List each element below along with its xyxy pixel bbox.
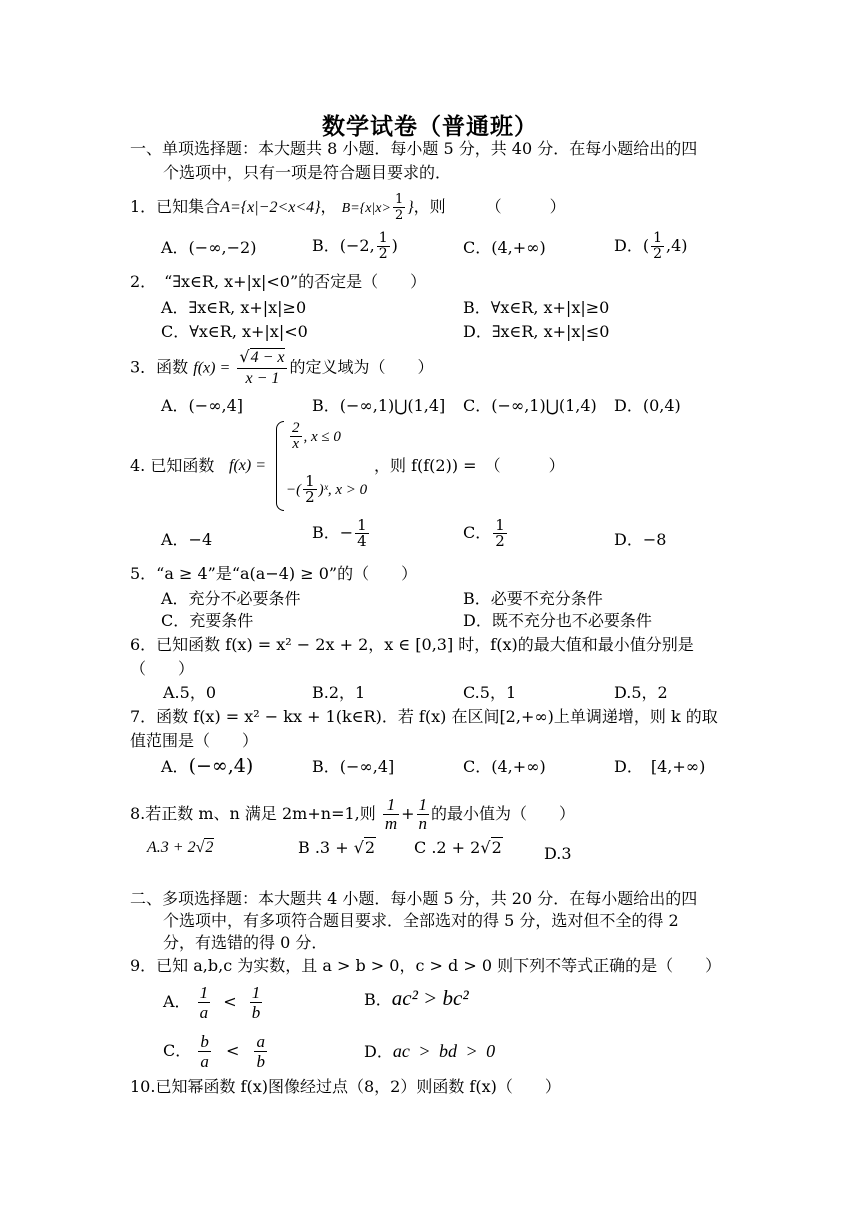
question-1: 1．已知集合A={x|−2<x<4}， B={x|x> $\frac{1}{2}$ }，则 （ ） xyxy=(130,192,566,223)
q3-option-c: C．(−∞,1)⋃(1,4) xyxy=(463,396,597,415)
question-7-line1: 7．函数 f(x) = x² − kx + 1(k∈R)．若 f(x) 在区间[2,+∞)上单调递增，则 k 的取 xyxy=(130,707,718,726)
q3-option-a: A．(−∞,4] xyxy=(161,396,244,415)
question-6-line2: （ ） xyxy=(130,659,195,678)
q4-case-2-post: )ˣ, x > 0 xyxy=(318,482,368,498)
q9-option-a-fraction-1 xyxy=(198,983,211,1022)
q4-option-d: D．−8 xyxy=(614,530,667,549)
q4-case-2-pre: −( xyxy=(286,482,302,498)
q1-option-d-post: ,4) xyxy=(666,236,688,255)
section1-line2: 个选项中，只有一项是符合题目要求的． xyxy=(163,163,452,182)
q9-option-c xyxy=(163,1032,269,1071)
q5-option-b: B．必要不充分条件 xyxy=(463,589,603,608)
q3-fraction xyxy=(237,347,287,389)
q4-option-b xyxy=(312,518,371,549)
q4-case-2 xyxy=(286,474,367,505)
q9-option-d-label: D． xyxy=(364,1042,393,1061)
q8-option-d: D.3 xyxy=(544,844,572,863)
question-2: 2． “∃x∈R, x+|x|<0”的否定是（ ） xyxy=(130,272,427,291)
denominator: 4 xyxy=(357,532,367,550)
q3-radicand: 4 − x xyxy=(250,349,285,366)
q3-denominator: x − 1 xyxy=(245,370,280,387)
numerator: 2 xyxy=(292,420,300,436)
q4-option-c-fraction xyxy=(493,518,507,549)
q7-option-a-label: A． xyxy=(161,757,189,776)
q9-option-c-operator: < xyxy=(225,1041,240,1060)
q7-option-a-math: (−∞,4) xyxy=(188,755,254,777)
denominator: b xyxy=(256,1052,265,1071)
q4-function-name: f(x) = xyxy=(229,457,266,474)
denominator: 2 xyxy=(394,208,404,223)
denominator: x xyxy=(292,436,300,452)
q4-case-2-fraction xyxy=(303,474,317,505)
q3-numerator: √4 − x xyxy=(237,347,287,369)
q1-option-b-pre: B．(−2, xyxy=(312,236,375,255)
q8-option-a: A.3 + 2√2 xyxy=(147,839,214,856)
q2-option-b: B．∀x∈R, x+|x|≥0 xyxy=(463,298,610,317)
q8-option-b-pre: B .3 + xyxy=(298,838,354,857)
q9-option-a-label: A． xyxy=(163,992,191,1011)
q8-fraction-1 xyxy=(383,796,399,833)
q4-option-c-pre: C． xyxy=(463,523,492,542)
q4-stem-end: ，则 f(f(2)) = （ ） xyxy=(374,456,565,475)
denominator: n xyxy=(418,814,428,833)
denominator: b xyxy=(251,1003,261,1022)
numerator: 1 xyxy=(305,472,315,490)
q8-option-c-pre: C .2 + 2 xyxy=(414,838,481,857)
q4-piecewise-brace xyxy=(276,421,284,511)
q8-option-b-radicand: 2 xyxy=(364,838,376,857)
q1-set-b-pre: B={x|x> xyxy=(341,201,391,216)
q9-option-a-fraction-2 xyxy=(250,983,263,1022)
q4-case-1-fraction xyxy=(290,421,302,452)
denominator: 2 xyxy=(378,246,388,262)
q8-option-c: C .2 + 2√2 xyxy=(414,838,502,857)
q1-option-b-post: ) xyxy=(391,236,398,255)
q9-option-c-fraction-2 xyxy=(254,1032,267,1071)
q4-option-b-fraction xyxy=(355,518,369,549)
q6-option-a: A.5，0 xyxy=(163,683,217,702)
q8-plus: + xyxy=(401,804,415,823)
question-3 xyxy=(130,347,434,389)
q6-option-c: C.5，1 xyxy=(463,683,517,702)
q4-option-c xyxy=(463,518,509,549)
q2-option-d: D．∃x∈R, x+|x|≤0 xyxy=(463,322,610,341)
denominator: a xyxy=(199,1003,209,1022)
numerator: 1 xyxy=(199,983,209,1002)
q1-set-a: A={x|−2<x<4} xyxy=(220,199,321,216)
q4-option-b-pre: B．− xyxy=(312,523,354,542)
q8-stem-end: 的最小值为（ ） xyxy=(431,804,576,823)
q8-option-b: B .3 + √2 xyxy=(298,838,376,857)
q1-set-b-post: } xyxy=(407,199,414,216)
q9-option-b-label: B． xyxy=(364,990,392,1009)
q9-option-a-operator: < xyxy=(223,992,237,1011)
q1-set-b-fraction xyxy=(393,192,405,223)
numerator: 1 xyxy=(653,230,662,246)
q1-option-a: A．(−∞,−2) xyxy=(161,238,257,257)
q5-option-a: A．充分不必要条件 xyxy=(161,589,301,608)
q1-stem: 1．已知集合 xyxy=(130,197,221,216)
q5-option-c: C．充要条件 xyxy=(161,611,254,630)
q4-stem: 4. 已知函数 xyxy=(130,456,215,475)
page-title: 数学试卷（普通班） xyxy=(322,113,538,140)
q2-option-a: A．∃x∈R, x+|x|≥0 xyxy=(161,298,307,317)
q1-option-d-pre: D．( xyxy=(614,236,650,255)
section1-line1: 一、单项选择题：本大题共 8 小题．每小题 5 分，共 40 分．在每小题给出的四 xyxy=(130,139,698,158)
q5-option-d: D．既不充分也不必要条件 xyxy=(463,611,652,630)
section2-line3: 分，有选错的得 0 分． xyxy=(163,933,328,952)
numerator: 1 xyxy=(418,795,428,814)
q1-option-d xyxy=(614,231,688,262)
q8-option-a-pre: A.3 + 2 xyxy=(147,839,196,856)
q7-option-a xyxy=(161,756,253,777)
q4-case-1-condition: , x ≤ 0 xyxy=(303,429,341,445)
denominator: 2 xyxy=(653,246,662,262)
q6-option-b: B.2，1 xyxy=(312,683,366,702)
q1-option-d-fraction xyxy=(651,231,664,262)
section2-line2: 个选项中，有多项符合题目要求．全部选对的得 5 分，选对但不全的得 2 xyxy=(163,911,679,930)
q9-option-d-math: ac > bd > 0 xyxy=(392,1041,496,1061)
numerator: b xyxy=(200,1032,209,1051)
denominator: 2 xyxy=(305,488,315,506)
q4-case-1 xyxy=(288,421,341,452)
numerator: 1 xyxy=(378,230,388,246)
q8-option-a-radicand: 2 xyxy=(205,839,214,856)
denominator: m xyxy=(384,814,398,833)
q8-stem: 8.若正数 m、n 满足 2m+n=1,则 xyxy=(130,804,376,823)
numerator: 1 xyxy=(394,192,404,207)
denominator: 2 xyxy=(495,532,505,550)
q8-option-c-radicand: 2 xyxy=(491,838,502,857)
question-10: 10.已知幂函数 f(x)图像经过点（8，2）则函数 f(x)（ ） xyxy=(130,1077,561,1096)
numerator: 1 xyxy=(383,796,399,815)
numerator: 1 xyxy=(357,516,367,534)
q9-option-a xyxy=(163,983,264,1022)
q6-option-d: D.5，2 xyxy=(614,683,668,702)
q3-stem: 3．函数 xyxy=(130,357,189,377)
q9-option-b-math: ac² > bc² xyxy=(391,986,469,1010)
q7-option-b: B．(−∞,4] xyxy=(312,757,395,776)
q9-option-c-label: C． xyxy=(163,1041,192,1060)
q3-stem-end: 的定义域为（ ） xyxy=(289,357,434,377)
denominator: a xyxy=(200,1052,209,1071)
numerator: a xyxy=(256,1032,265,1051)
q1-option-b-fraction xyxy=(377,231,390,262)
question-6-line1: 6．已知函数 f(x) = x² − 2x + 2，x ∈ [0,3] 时，f(x)的最大值和最小值分别是 xyxy=(130,635,694,654)
q9-option-d xyxy=(364,1041,495,1062)
q8-fraction-2 xyxy=(417,796,430,833)
question-9: 9．已知 a,b,c 为实数，且 a > b > 0，c > d > 0 则下列不等式正确的是（ ） xyxy=(130,956,722,975)
q2-option-c: C．∀x∈R, x+|x|<0 xyxy=(161,322,308,341)
section2-line1: 二、多项选择题：本大题共 4 小题．每小题 5 分，共 20 分．在每小题给出的四 xyxy=(130,889,698,908)
q3-option-d: D．(0,4) xyxy=(614,396,681,415)
q3-option-b: B．(−∞,1)⋃(1,4] xyxy=(312,396,446,415)
q1-option-c: C．(4,+∞) xyxy=(463,238,546,257)
numerator: 1 xyxy=(251,983,261,1002)
q9-option-c-fraction-1 xyxy=(198,1032,211,1071)
question-5: 5．“a ≥ 4”是“a(a−4) ≥ 0”的（ ） xyxy=(130,564,418,583)
question-8 xyxy=(130,796,575,833)
q7-option-c: C．(4,+∞) xyxy=(463,757,546,776)
q3-function-name: f(x) = xyxy=(193,359,231,377)
q9-option-b xyxy=(364,988,469,1010)
q7-option-d: D． [4,+∞) xyxy=(614,757,706,776)
question-7-line2: 值范围是（ ） xyxy=(130,731,259,750)
numerator: 1 xyxy=(495,516,505,534)
q1-stem-end: ，则 （ ） xyxy=(413,197,566,216)
q4-option-a: A．−4 xyxy=(161,530,213,549)
q1-option-b xyxy=(312,231,398,262)
